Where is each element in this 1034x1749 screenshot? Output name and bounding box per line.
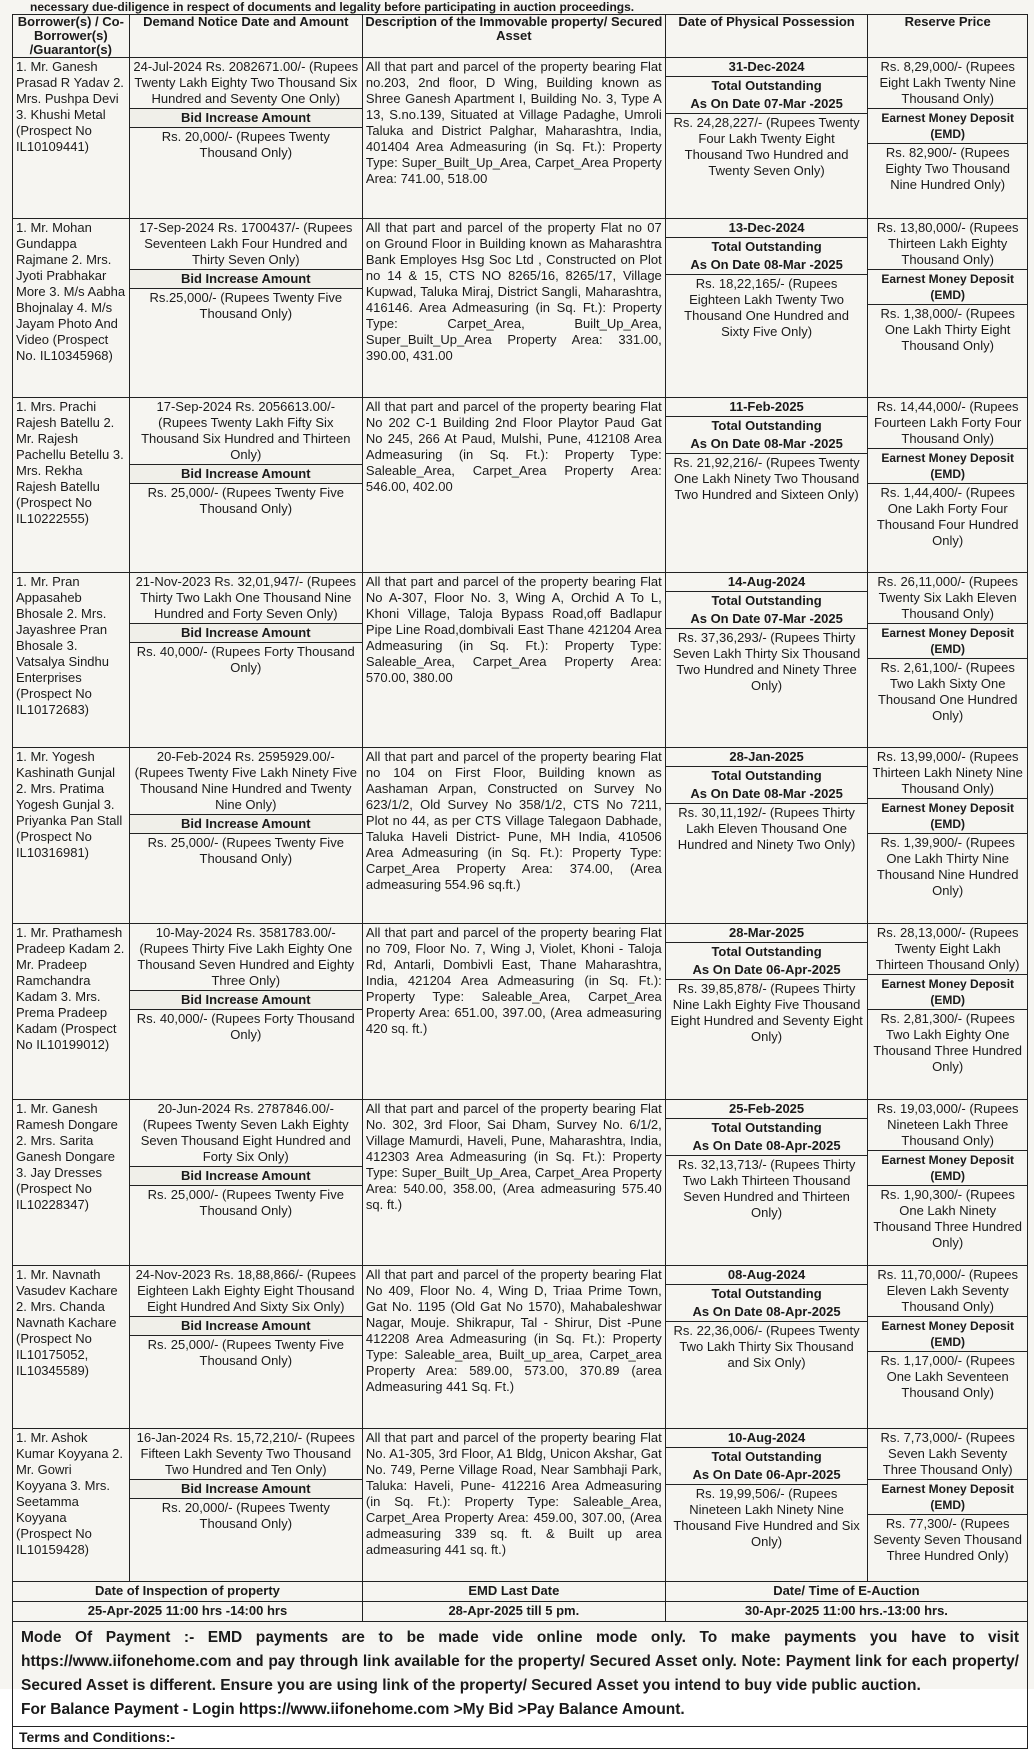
emd-amount: Rs. 2,61,100/- (Rupees Two Lakh Sixty One Thousand One Hundred Only) [877, 660, 1018, 723]
emd-amount: Rs. 1,39,900/- (Rupees One Lakh Thirty Nine Thousand Nine Hundred Only) [876, 835, 1019, 898]
possession-date: 28-Mar-2025 [666, 924, 868, 943]
reserve-cell [868, 219, 1028, 398]
emd-label: Earnest Money Deposit (EMD) [868, 798, 1027, 834]
as-on-date: As On Date 08-Apr-2025 [666, 1303, 868, 1322]
demand-cell [129, 58, 362, 219]
total-outstanding-label: Total Outstanding [711, 1286, 822, 1301]
table-row [13, 219, 1028, 398]
reserve-price: Rs. 26,11,000/- (Rupees Twenty Six Lakh Eleven Thousand Only) [877, 574, 1019, 621]
description-text: All that part and parcel of the property bearing Flat No 202 C-1 Building 2nd Floor Playtor Paud Gat No 245, 266 At Paud, Mulshi, Pune, 412108 Area Admeasuring (in Sq. Ft.): Property Type: Saleable_Area, Carpet_Area Property Area: 546.00, 402.00 [365, 399, 662, 494]
possession-date: 25-Feb-2025 [666, 1100, 868, 1119]
demand-text: 24-Jul-2024 Rs. 2082671.00/- (Rupees Twenty Lakh Eighty Two Thousand Six Hundred and Seventy One Only) [133, 59, 359, 106]
description-cell [362, 1266, 665, 1429]
reserve-cell [868, 1266, 1028, 1429]
outstanding-amount: Rs. 39,85,878/- (Rupees Thirty Nine Lakh Eighty Five Thousand Eight Hundred and Seventy Eight Only) [670, 981, 863, 1044]
reserve-cell [868, 573, 1028, 748]
description-text: All that part and parcel of the property bearing Flat no 709, Floor No. 7, Wing J, Violet, Khoni - Taloja Rd, Antarli, Dombivli East, Thane Maharashtra, India, 421204 Area Admeasuring (in Sq. Ft.): Property Type: Saleable_Area, Carpet_Area Property Area: 651.00, 397.00, (Area admeasuring 420 sq. ft.) [365, 925, 662, 1036]
demand-text: 24-Nov-2023 Rs. 18,88,866/- (Rupees Eighteen Lakh Eighty Eight Thousand Eight Hundred And Sixty Six Only) [135, 1267, 356, 1314]
description-text: All that part and parcel of the property bearing Flat No. A1-305, 3rd Floor, A1 Bldg, Unicon Akshar, Gat No. 749, Perne Village Road, Near Sambhaji Park, Taluka: Haveli, Pune- 412216 Area Admeasuring (in Sq. Ft.): Property Type: Saleable_Area, Carpet_Area Property Area: 459.00, 307.00, (Area admeasuring 339 sq. ft. & Built up area admeasuring 441 sq. ft.) [365, 1430, 662, 1557]
terms-heading: Terms and Conditions:- [12, 1727, 1028, 1749]
outstanding-amount: Rs. 24,28,227/- (Rupees Twenty Four Lakh Twenty Eight Thousand Two Hundred and Twenty Seven Only) [673, 115, 860, 178]
table-row [13, 924, 1028, 1100]
header-reserve: Reserve Price [868, 15, 1028, 58]
header-possession: Date of Physical Possession [665, 15, 868, 58]
demand-cell [129, 1266, 362, 1429]
outstanding-amount: Rs. 19,99,506/- (Rupees Nineteen Lakh Ninety Nine Thousand Five Hundred and Six Only) [673, 1486, 860, 1549]
borrower-cell [13, 219, 130, 398]
payment-section [12, 1622, 1028, 1727]
possession-date: 13-Dec-2024 [666, 219, 868, 238]
bid-increase-value: Rs. 25,000/- (Rupees Twenty Five Thousand Only) [147, 485, 344, 516]
as-on-date: As On Date 08-Mar -2025 [666, 435, 868, 454]
as-on-date: As On Date 07-Mar -2025 [666, 610, 868, 629]
reserve-price: Rs. 13,80,000/- (Rupees Thirteen Lakh Eighty Thousand Only) [876, 220, 1019, 267]
description-cell [362, 748, 665, 924]
possession-date: 08-Aug-2024 [666, 1266, 868, 1285]
total-outstanding-label: Total Outstanding [711, 593, 822, 608]
possession-cell [665, 1100, 868, 1266]
description-text: All that part and parcel of the property bearing Flat No 409, Floor No. 4, Wing D, Triaa Prime Town, Gat No. 1195 (Old Gat No 1570), Mahabaleshwar Nagar, Mouje. Shikrapur, Tal - Shirur, Dist -Pune 412208 Area Admeasuring (in Sq. Ft.): Property Type: Saleable_area, Built_up_area, Carpet_area Property Area: 589.00, 573.00, 370.89 (area Admeasuring 441 Sq. Ft.) [365, 1267, 662, 1394]
inspection-label: Date of Inspection of property [13, 1582, 363, 1602]
borrower-cell [13, 398, 130, 573]
bid-increase-value: Rs. 20,000/- (Rupees Twenty Thousand Only) [161, 1500, 330, 1531]
payment-mode-text: Mode Of Payment :- EMD payments are to be made vide online mode only. To make payments you have to visit https://www.iifonehome.com and pay through link available for the property/ Secured Asset only. Note: Payment link for each property/ Secured Asset is different. Ensure you are using link of the property/ Secured Asset you intend to buy vide public auction. [21, 1629, 1019, 1694]
description-text: All that part and parcel of the property bearing Flat No A-307, Floor No. 3, Wing A, Orchid A To L, Khoni Village, Taloja Bypass Road,off Badlapur Pipe Line Road,dombivali East Thane 421204 Area Admeasuring (in Sq. Ft.): Property Type: Saleable_Area, Carpet_Area Property Area: 570.00, 380.00 [365, 574, 662, 685]
possession-cell [665, 748, 868, 924]
as-on-date: As On Date 07-Mar -2025 [666, 95, 868, 114]
borrower-text: 1. Mr. Ashok Kumar Koyyana 2. Mr. Gowri Koyyana 3. Mrs. Seetamma Koyyana (Prospect No IL10159428) [16, 1430, 123, 1557]
description-text: All that part and parcel of the property Flat no 07 on Ground Floor in Building known as Maharashtra Bank Employes Hsg Soc Ltd , Constructed on Plot no 14 & 15, CTS NO 8265/16, 8265/17, Village Kupwad, Taluka Miraj, District Sangli, Maharashtra, 416146. Area Admeasuring (in Sq. Ft.): Property Type: Carpet_Area, Built_Up_Area, Super_Built_Up_Area Property Area: 331.00, 390.00, 431.00 [365, 220, 662, 363]
table-row [13, 1100, 1028, 1266]
total-outstanding-label: Total Outstanding [711, 1120, 822, 1135]
bid-increase-label: Bid Increase Amount [130, 1166, 362, 1186]
demand-text: 21-Nov-2023 Rs. 32,01,947/- (Rupees Thirty Two Lakh One Thousand Nine Hundred and Forty Seven Only) [135, 574, 356, 621]
borrower-cell [13, 1266, 130, 1429]
total-outstanding-label: Total Outstanding [711, 78, 822, 93]
footer-value-row [13, 1602, 1028, 1622]
borrower-text: 1. Mr. Ganesh Ramesh Dongare 2. Mrs. Sarita Ganesh Dongare 3. Jay Dresses (Prospect No IL10228347) [16, 1101, 118, 1212]
description-cell [362, 1100, 665, 1266]
borrower-text: 1. Mr. Mohan Gundappa Rajmane 2. Mrs. Jyoti Prabhakar More 3. M/s Aabha Bhojnalay 4. M/s Jayam Photo And Video (Prospect No. IL10345968) [16, 220, 126, 363]
description-cell [362, 924, 665, 1100]
borrower-cell [13, 1429, 130, 1582]
table-header-row [13, 15, 1028, 58]
emd-amount: Rs. 1,44,400/- (Rupees One Lakh Forty Four Thousand Four Hundred Only) [876, 485, 1019, 548]
demand-cell [129, 748, 362, 924]
reserve-cell [868, 398, 1028, 573]
reserve-price: Rs. 11,70,000/- (Rupees Eleven Lakh Seventy Thousand Only) [877, 1267, 1019, 1314]
header-demand: Demand Notice Date and Amount [129, 15, 362, 58]
total-outstanding-label: Total Outstanding [711, 944, 822, 959]
as-on-date: As On Date 08-Mar -2025 [666, 785, 868, 804]
bid-increase-label: Bid Increase Amount [130, 269, 362, 289]
possession-cell [665, 219, 868, 398]
table-row [13, 748, 1028, 924]
emd-label: Earnest Money Deposit (EMD) [868, 1479, 1027, 1515]
emd-label: Earnest Money Deposit (EMD) [868, 1150, 1027, 1186]
borrower-text: 1. Mr. Prathamesh Pradeep Kadam 2. Mr. Pradeep Ramchandra Kadam 3. Mrs. Prema Pradeep Kadam (Prospect No IL10199012) [16, 925, 125, 1052]
auction-table [12, 14, 1028, 1622]
as-on-date: As On Date 06-Apr-2025 [666, 961, 868, 980]
possession-cell [665, 398, 868, 573]
bid-increase-value: Rs.25,000/- (Rupees Twenty Five Thousand Only) [149, 290, 343, 321]
description-cell [362, 1429, 665, 1582]
table-row [13, 1429, 1028, 1582]
borrower-text: 1. Mr. Yogesh Kashinath Gunjal 2. Mrs. Pratima Yogesh Gunjal 3. Priyanka Pan Stall (Prospect No IL10316981) [16, 749, 123, 860]
bid-increase-label: Bid Increase Amount [130, 814, 362, 834]
inspection-value: 25-Apr-2025 11:00 hrs -14:00 hrs [13, 1602, 363, 1622]
emd-last-date-value: 28-Apr-2025 till 5 pm. [362, 1602, 665, 1622]
description-cell [362, 58, 665, 219]
bid-increase-label: Bid Increase Amount [130, 108, 362, 128]
outstanding-amount: Rs. 18,22,165/- (Rupees Eighteen Lakh Twenty Two Thousand One Hundred and Sixty Five Only) [684, 276, 849, 339]
emd-amount: Rs. 1,17,000/- (Rupees One Lakh Seventeen Thousand Only) [880, 1353, 1015, 1400]
outstanding-amount: Rs. 22,36,006/- (Rupees Twenty Two Lakh Thirty Six Thousand and Six Only) [673, 1323, 860, 1370]
as-on-date: As On Date 08-Apr-2025 [666, 1137, 868, 1156]
bid-increase-value: Rs. 20,000/- (Rupees Twenty Thousand Only) [161, 129, 330, 160]
description-text: All that part and parcel of the property bearing Flat No. 302, 3rd Floor, Sai Dham, Survey No. 6/1/2, Village Mamurdi, Haveli, Pune, Maharashtra, India, 412303 Area Admeasuring (in Sq. Ft.): Property Type: Super_Built_Up_Area, Carpet_Area Property Area: 540.00, 358.00, (Area admeasuring 575.40 sq. ft.) [365, 1101, 662, 1212]
borrower-cell [13, 573, 130, 748]
emd-last-date-label: EMD Last Date [362, 1582, 665, 1602]
demand-cell [129, 573, 362, 748]
bid-increase-label: Bid Increase Amount [130, 623, 362, 643]
reserve-cell [868, 58, 1028, 219]
header-description: Description of the Immovable property/ Secured Asset [362, 15, 665, 58]
outstanding-amount: Rs. 37,36,293/- (Rupees Thirty Seven Lakh Thirty Six Thousand Two Hundred and Ninety Three Only) [672, 630, 861, 693]
outstanding-amount: Rs. 21,92,216/- (Rupees Twenty One Lakh Ninety Two Thousand Two Hundred and Sixteen Only) [673, 455, 860, 502]
borrower-cell [13, 748, 130, 924]
possession-cell [665, 924, 868, 1100]
possession-date: 28-Jan-2025 [666, 748, 868, 767]
bid-increase-value: Rs. 25,000/- (Rupees Twenty Five Thousand Only) [147, 835, 344, 866]
possession-date: 14-Aug-2024 [666, 573, 868, 592]
reserve-price: Rs. 28,13,000/- (Rupees Twenty Eight Lakh Thirteen Thousand Only) [875, 925, 1020, 972]
total-outstanding-label: Total Outstanding [711, 1449, 822, 1464]
emd-label: Earnest Money Deposit (EMD) [868, 269, 1027, 305]
total-outstanding-label: Total Outstanding [711, 768, 822, 783]
bid-increase-label: Bid Increase Amount [130, 464, 362, 484]
emd-amount: Rs. 1,90,300/- (Rupees One Lakh Ninety Thousand Three Hundred Only) [873, 1187, 1022, 1250]
description-text: All that part and parcel of the property bearing Flat no 104 on First Floor, Building known as Aashaman Arpan, Constructed on Survey No 623/1/2, Old Survey No 358/1/2, CTS No 7211, Plot no 44, as per CTS Village Talegaon Dabhade, Taluka Haveli District- Pune, MH India, 410506 Area Admeasuring (in Sq. Ft.): Property Type: Carpet_Area Property Area: 374.00, (Area admeasuring 554.96 sq.ft.) [365, 749, 662, 892]
demand-text: 20-Feb-2024 Rs. 2595929.00/- (Rupees Twenty Five Lakh Ninety Five Thousand Nine Hundred and Twenty Nine Only) [134, 749, 357, 812]
reserve-price: Rs. 8,29,000/- (Rupees Eight Lakh Twenty Nine Thousand Only) [879, 59, 1016, 106]
borrower-text: 1. Mr. Ganesh Prasad R Yadav 2. Mrs. Pushpa Devi 3. Khushi Metal (Prospect No IL10109441) [16, 59, 124, 154]
auction-value: 30-Apr-2025 11:00 hrs.-13:00 hrs. [665, 1602, 1027, 1622]
bid-increase-label: Bid Increase Amount [130, 1479, 362, 1499]
borrower-cell [13, 58, 130, 219]
emd-label: Earnest Money Deposit (EMD) [868, 1316, 1027, 1352]
possession-date: 31-Dec-2024 [666, 58, 868, 77]
description-cell [362, 573, 665, 748]
balance-payment-text: For Balance Payment - Login https://www.iifonehome.com >My Bid >Pay Balance Amount. [21, 1701, 685, 1718]
demand-cell [129, 219, 362, 398]
table-row [13, 58, 1028, 219]
table-body [13, 58, 1028, 1582]
as-on-date: As On Date 08-Mar -2025 [666, 256, 868, 275]
outstanding-amount: Rs. 30,11,192/- (Rupees Thirty Lakh Eleven Thousand One Hundred and Ninety Two Only) [677, 805, 856, 852]
emd-amount: Rs. 77,300/- (Rupees Seventy Seven Thousand Three Hundred Only) [873, 1516, 1022, 1563]
as-on-date: As On Date 06-Apr-2025 [666, 1466, 868, 1485]
description-text: All that part and parcel of the property bearing Flat no.203, 2nd floor, D Wing, Building known as Shree Ganesh Apartment I, Building No. 3, Type A 13, S.no.139, Situated at Village Padaghe, Umroli Taluka and District Palghar, Maharashtra, India, 401404 Area Admeasuring (in Sq. Ft.): Property Type: Super_Built_Up_Area, Carpet_Area Property Area: 741.00, 518.00 [365, 59, 662, 186]
bid-increase-value: Rs. 25,000/- (Rupees Twenty Five Thousand Only) [147, 1337, 344, 1368]
total-outstanding-label: Total Outstanding [711, 239, 822, 254]
bid-increase-value: Rs. 25,000/- (Rupees Twenty Five Thousand Only) [147, 1187, 344, 1218]
table-row [13, 1266, 1028, 1429]
demand-text: 17-Sep-2024 Rs. 1700437/- (Rupees Seventeen Lakh Four Hundred and Thirty Seven Only) [139, 220, 353, 267]
borrower-text: 1. Mr. Navnath Vasudev Kachare 2. Mrs. Chanda Navnath Kachare (Prospect No IL10175052, IL10345589) [16, 1267, 118, 1378]
borrower-text: 1. Mrs. Prachi Rajesh Batellu 2. Mr. Rajesh Pachellu Betellu 3. Mrs. Rekha Rajesh Batellu (Prospect No IL10222555) [16, 399, 124, 526]
possession-cell [665, 1429, 868, 1582]
emd-label: Earnest Money Deposit (EMD) [868, 623, 1027, 659]
reserve-price: Rs. 19,03,000/- (Rupees Nineteen Lakh Three Thousand Only) [876, 1101, 1019, 1148]
borrower-cell [13, 1100, 130, 1266]
possession-date: 10-Aug-2024 [666, 1429, 868, 1448]
reserve-price: Rs. 7,73,000/- (Rupees Seven Lakh Seventy Three Thousand Only) [880, 1430, 1015, 1477]
outstanding-amount: Rs. 32,13,713/- (Rupees Thirty Two Lakh Thirteen Thousand Seven Hundred and Thirteen Only) [677, 1157, 856, 1220]
possession-cell [665, 573, 868, 748]
reserve-price: Rs. 14,44,000/- (Rupees Fourteen Lakh Forty Four Thousand Only) [873, 399, 1022, 446]
demand-text: 16-Jan-2024 Rs. 15,72,210/- (Rupees Fifteen Lakh Seventy Two Thousand Two Hundred and Ten Only) [136, 1430, 355, 1477]
header-borrower: Borrower(s) / Co-Borrower(s) /Guarantor(s) [13, 15, 130, 58]
emd-label: Earnest Money Deposit (EMD) [868, 448, 1027, 484]
footer-label-row [13, 1582, 1028, 1602]
bid-increase-label: Bid Increase Amount [130, 990, 362, 1010]
possession-cell [665, 58, 868, 219]
demand-text: 10-May-2024 Rs. 3581783.00/- (Rupees Thirty Five Lakh Eighty One Thousand Seven Hundred and Eighty Three Only) [137, 925, 355, 988]
table-row [13, 398, 1028, 573]
top-note: necessary due-diligence in respect of documents and legality before participating in auction proceedings. [30, 0, 635, 14]
borrower-text: 1. Mr. Pran Appasaheb Bhosale 2. Mrs. Jayashree Pran Bhosale 3. Vatsalya Sindhu Enterprises (Prospect No IL10172683) [16, 574, 109, 717]
possession-cell [665, 1266, 868, 1429]
bid-increase-value: Rs. 40,000/- (Rupees Forty Thousand Only) [136, 1011, 355, 1042]
bid-increase-value: Rs. 40,000/- (Rupees Forty Thousand Only) [136, 644, 355, 675]
description-cell [362, 219, 665, 398]
emd-amount: Rs. 82,900/- (Rupees Eighty Two Thousand Nine Hundred Only) [885, 145, 1010, 192]
reserve-price: Rs. 13,99,000/- (Rupees Thirteen Lakh Ninety Nine Thousand Only) [872, 749, 1023, 796]
demand-text: 20-Jun-2024 Rs. 2787846.00/- (Rupees Twenty Seven Lakh Eighty Seven Thousand Eight Hundred and Forty Six Only) [140, 1101, 351, 1164]
demand-cell [129, 924, 362, 1100]
demand-cell [129, 398, 362, 573]
possession-date: 11-Feb-2025 [666, 398, 868, 417]
reserve-cell [868, 1100, 1028, 1266]
demand-text: 17-Sep-2024 Rs. 2056613.00/- (Rupees Twenty Lakh Fifty Six Thousand Six Hundred and Thirteen Only) [141, 399, 351, 462]
borrower-cell [13, 924, 130, 1100]
emd-amount: Rs. 2,81,300/- (Rupees Two Lakh Eighty One Thousand Three Hundred Only) [873, 1011, 1022, 1074]
auction-label: Date/ Time of E-Auction [665, 1582, 1027, 1602]
emd-label: Earnest Money Deposit (EMD) [868, 974, 1027, 1010]
demand-cell [129, 1429, 362, 1582]
table-row [13, 573, 1028, 748]
emd-label: Earnest Money Deposit (EMD) [868, 108, 1027, 144]
demand-cell [129, 1100, 362, 1266]
reserve-cell [868, 924, 1028, 1100]
emd-amount: Rs. 1,38,000/- (Rupees One Lakh Thirty Eight Thousand Only) [880, 306, 1015, 353]
bid-increase-label: Bid Increase Amount [130, 1316, 362, 1336]
description-cell [362, 398, 665, 573]
total-outstanding-label: Total Outstanding [711, 418, 822, 433]
reserve-cell [868, 748, 1028, 924]
reserve-cell [868, 1429, 1028, 1582]
